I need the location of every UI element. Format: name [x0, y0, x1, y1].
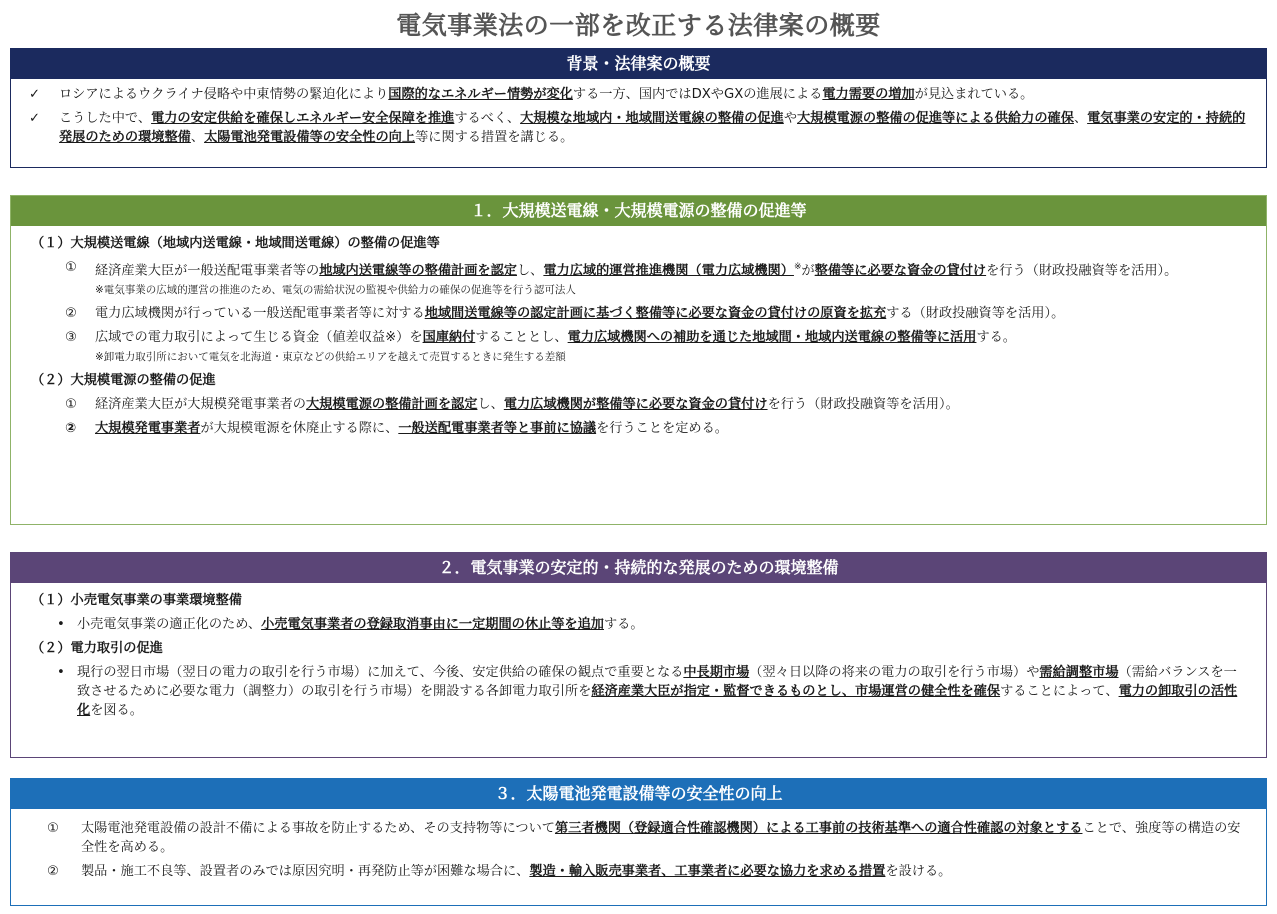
- text: 現行の翌日市場（翌日の電力の取引を行う市場）に加えて、今後、安定供給の確保の観点で重要となる: [77, 665, 684, 680]
- subsection-heading: （２）電力取引の促進: [31, 641, 163, 656]
- text: 、: [1073, 111, 1088, 126]
- list-item: [29, 328, 1248, 366]
- emphasis: 第三者機関（登録適合性確認機関）による工事前の技術基準への適合性確認の対象とする: [554, 821, 1083, 836]
- text: が見込まれている。: [914, 87, 1034, 102]
- page-title: 電気事業法の一部を改正する法律案の概要: [396, 11, 881, 40]
- emphasis: 大規模電源の整備計画を認定: [306, 397, 478, 413]
- text: する（財政投融資等を活用）。: [886, 306, 1065, 322]
- background-header: 背景・法律案の概要: [11, 49, 1266, 79]
- list-item: [29, 615, 1248, 634]
- emphasis: 一般送配電事業者等と事前に協議: [398, 421, 597, 437]
- list-item: [29, 862, 1248, 881]
- emphasis: 電力の安定供給を確保しエネルギー安全保障を推進: [151, 111, 455, 126]
- text: ことで、強度等の構造の安全性を高める。: [81, 821, 1241, 855]
- emphasis: 中長期市場: [683, 665, 750, 680]
- list-item: [29, 304, 1248, 323]
- background-bullet-1: [29, 85, 1248, 104]
- text: 広域での電力取引によって生じる資金（値差収益※）を: [95, 330, 423, 346]
- text: 経済産業大臣が一般送配電事業者等の: [95, 263, 320, 279]
- emphasis: 電力広域機関が整備等に必要な資金の貸付け: [503, 397, 768, 413]
- text: を行う（財政投融資等を活用）。: [986, 263, 1178, 279]
- emphasis: 大規模発電事業者: [95, 421, 201, 437]
- section-2-header: ２．電気事業の安定的・持続的な発展のための環境整備: [11, 553, 1266, 583]
- bullet-marker: •: [57, 665, 65, 680]
- subsection-heading: （１）小売電気事業の事業環境整備: [31, 593, 242, 608]
- number-marker: ②: [47, 864, 59, 879]
- emphasis: 国庫納付: [422, 330, 476, 346]
- section-1-content: [11, 226, 1266, 438]
- background-box: [10, 48, 1267, 168]
- text: 太陽電池発電設備の設計不備による事故を防止するため、その支持物等について: [81, 821, 555, 836]
- emphasis: 需給調整市場: [1039, 665, 1119, 680]
- section-2-content: [11, 583, 1266, 720]
- list-item: [29, 819, 1248, 857]
- number-marker: ①: [65, 260, 77, 275]
- section-3-header: ３．太陽電池発電設備等の安全性の向上: [11, 779, 1266, 809]
- emphasis: 電気事業の安定的・持続的発展のための環境整備: [59, 111, 1246, 145]
- check-icon: ✓: [29, 111, 41, 126]
- emphasis: 大規模電源の整備の促進等による供給力の確保: [797, 111, 1074, 126]
- emphasis: 電力広域的運営推進機関（電力広域機関）: [543, 263, 794, 279]
- text: や: [783, 111, 797, 126]
- emphasis: 製造・輸入販売事業者、工事業者に必要な協力を求める措置: [529, 864, 886, 879]
- text: が: [801, 263, 815, 279]
- text: こうした中で、: [59, 111, 152, 126]
- text: する。: [976, 330, 1016, 346]
- list-item: [29, 663, 1248, 720]
- text: する一方、国内ではDXやGXの進展による: [572, 87, 823, 102]
- section-3-box: [10, 778, 1267, 906]
- section-2-box: [10, 552, 1267, 758]
- text: し、: [517, 263, 544, 279]
- subsection-heading: （２）大規模電源の整備の促進: [31, 373, 216, 389]
- text: （需給バランスを一致させるために必要な電力（調整力）の取引を行う市場）を開設する各卸電力取引所を: [77, 665, 1237, 699]
- bullet-marker: •: [57, 617, 65, 632]
- emphasis: 電力の卸取引の活性化: [77, 684, 1238, 718]
- background-bullet-2: [29, 109, 1248, 147]
- text: を設ける。: [885, 864, 952, 879]
- number-marker: ③: [65, 330, 77, 346]
- section-1-header: １．大規模送電線・大規模電源の整備の促進等: [11, 196, 1266, 226]
- text: 電力広域機関が行っている一般送配電事業者等に対する: [95, 306, 425, 322]
- text: ロシアによるウクライナ侵略や中東情勢の緊迫化により: [59, 87, 389, 102]
- text: が大規模電源を休廃止する際に、: [200, 421, 399, 437]
- background-content: [11, 79, 1266, 147]
- emphasis: 小売電気事業者の登録取消事由に一定期間の休止等を追加: [261, 617, 604, 632]
- emphasis: 国際的なエネルギー情勢が変化: [388, 87, 573, 102]
- text: 製品・施工不良等、設置者のみでは原因究明・再発防止等が困難な場合に、: [81, 864, 530, 879]
- text: することとし、: [475, 330, 568, 346]
- text: を行う（財政投融資等を活用）。: [767, 397, 959, 413]
- text: し、: [477, 397, 504, 413]
- emphasis: 電力需要の増加: [822, 87, 915, 102]
- emphasis: 整備等に必要な資金の貸付け: [814, 263, 987, 279]
- emphasis: 地域間送電線等の認定計画に基づく整備等に必要な資金の貸付けの原資を拡充: [424, 306, 887, 322]
- text: を図る。: [90, 703, 143, 718]
- text: する。: [603, 617, 644, 632]
- list-item: [29, 395, 1248, 414]
- footnote-mark: ※: [793, 262, 802, 272]
- text: 小売電気事業の適正化のため、: [77, 617, 262, 632]
- section-3-content: [11, 809, 1266, 881]
- number-marker: ①: [47, 821, 59, 836]
- footnote: ※電気事業の広域的運営の推進のため、電気の需給状況の監視や供給力の確保の促進等を行う認可法人: [95, 284, 576, 297]
- text: （翌々日以降の将来の電力の取引を行う市場）や: [749, 665, 1040, 680]
- text: 等に関する措置を講じる。: [415, 130, 574, 145]
- text: 、: [190, 130, 205, 145]
- check-icon: ✓: [29, 87, 41, 102]
- section-1-box: [10, 195, 1267, 525]
- text: 経済産業大臣が大規模発電事業者の: [95, 397, 306, 413]
- text: することによって、: [1000, 684, 1119, 699]
- number-marker: ②: [65, 306, 77, 322]
- subsection-heading: （１）大規模送電線（地域内送電線・地域間送電線）の整備の促進等: [31, 236, 440, 251]
- emphasis: 太陽電池発電設備等の安全性の向上: [204, 130, 416, 145]
- list-item: [29, 419, 1248, 438]
- number-marker: ①: [65, 397, 77, 413]
- emphasis: 電力広域機関への補助を通じた地域間・地域内送電線の整備等に活用: [567, 330, 977, 346]
- emphasis: 大規模な地域内・地域間送電線の整備の促進: [520, 111, 784, 126]
- text: を行うことを定める。: [596, 421, 728, 437]
- footnote: ※卸電力取引所において電気を北海道・東京などの供給エリアを越えて売買するときに発生する差額: [95, 351, 566, 364]
- number-marker: ②: [65, 421, 77, 437]
- emphasis: 経済産業大臣が指定・監督できるものとし、市場運営の健全性を確保: [591, 684, 1001, 699]
- emphasis: 地域内送電線等の整備計画を認定: [319, 263, 517, 279]
- text: するべく、: [454, 111, 521, 126]
- list-item: [29, 258, 1248, 299]
